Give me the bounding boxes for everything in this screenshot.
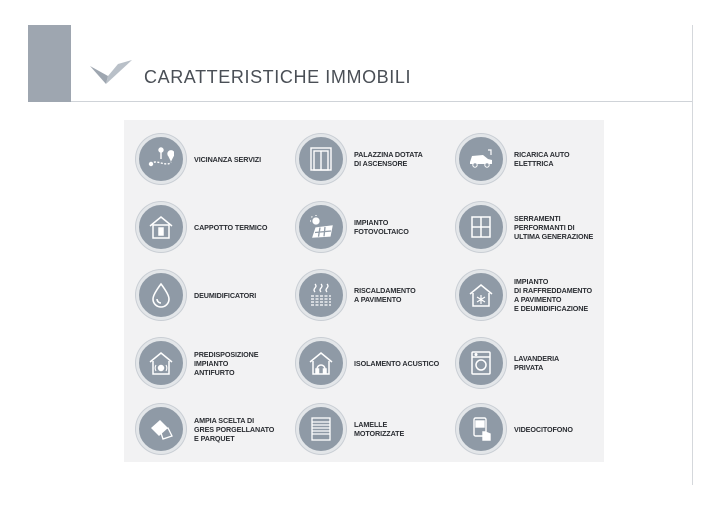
feature-lamelle-motorizzate [296, 404, 456, 460]
feature-gres-parquet [136, 404, 296, 460]
feature-label: RICARICA AUTO ELETTRICA [514, 150, 570, 168]
feature-label: PALAZZINA DOTATA DI ASCENSORE [354, 150, 423, 168]
feature-label: LAMELLE MOTORIZZATE [354, 420, 405, 438]
floor-heating-icon [308, 282, 334, 308]
feature-label: SERRAMENTI PERFORMANTI DI ULTIMA GENERAZIONE [514, 213, 594, 241]
electric-car-icon [468, 146, 494, 172]
feature-videocitofono [456, 404, 616, 460]
feature-serramenti [456, 202, 616, 258]
blinds-icon [308, 416, 334, 442]
house-snowflake-icon [468, 282, 494, 308]
feature-raffreddamento [456, 270, 616, 326]
feature-label: PREDISPOSIZIONE IMPIANTO ANTIFURTO [194, 349, 259, 377]
header-divider [71, 101, 693, 102]
chevron-check-logo-icon [88, 58, 134, 88]
solar-panel-icon [308, 214, 334, 240]
feature-antifurto [136, 338, 296, 394]
feature-lavanderia [456, 338, 616, 394]
acoustic-house-icon [308, 350, 334, 376]
feature-isolamento-acustico [296, 338, 456, 394]
location-route-icon [148, 146, 174, 172]
feature-label: VICINANZA SERVIZI [194, 154, 261, 164]
feature-label: RISCALDAMENTO A PAVIMENTO [354, 286, 416, 304]
feature-label: VIDEOCITOFONO [514, 424, 573, 434]
feature-fotovoltaico [296, 202, 456, 258]
feature-label: DEUMIDIFICATORI [194, 290, 257, 300]
thermal-house-icon [148, 214, 174, 240]
video-intercom-icon [468, 416, 494, 442]
features-panel [124, 120, 604, 462]
feature-label: IMPIANTO DI RAFFREDDAMENTO A PAVIMENTO E DEUMIDIFICAZIONE [514, 277, 593, 313]
feature-cappotto-termico [136, 202, 296, 258]
feature-deumidificatori [136, 270, 296, 326]
right-divider [692, 25, 693, 485]
feature-label: LAVANDERIA PRIVATA [514, 354, 560, 372]
feature-riscaldamento-pavimento [296, 270, 456, 326]
tiles-icon [148, 416, 174, 442]
window-icon [468, 214, 494, 240]
feature-ricarica-auto [456, 134, 616, 190]
page-title: CARATTERISTICHE IMMOBILI [144, 67, 412, 87]
feature-label: ISOLAMENTO ACUSTICO [354, 358, 440, 368]
header-accent-block [28, 25, 71, 102]
feature-label: IMPIANTO FOTOVOLTAICO [354, 218, 409, 236]
feature-label: CAPPOTTO TERMICO [194, 222, 268, 232]
feature-label: AMPIA SCELTA DI GRES PORGELLANATO E PARQUET [194, 415, 275, 443]
feature-vicinanza-servizi [136, 134, 296, 190]
elevator-icon [308, 146, 334, 172]
feature-ascensore [296, 134, 456, 190]
washing-machine-icon [468, 350, 494, 376]
house-alarm-icon [148, 350, 174, 376]
water-drop-icon [148, 282, 174, 308]
